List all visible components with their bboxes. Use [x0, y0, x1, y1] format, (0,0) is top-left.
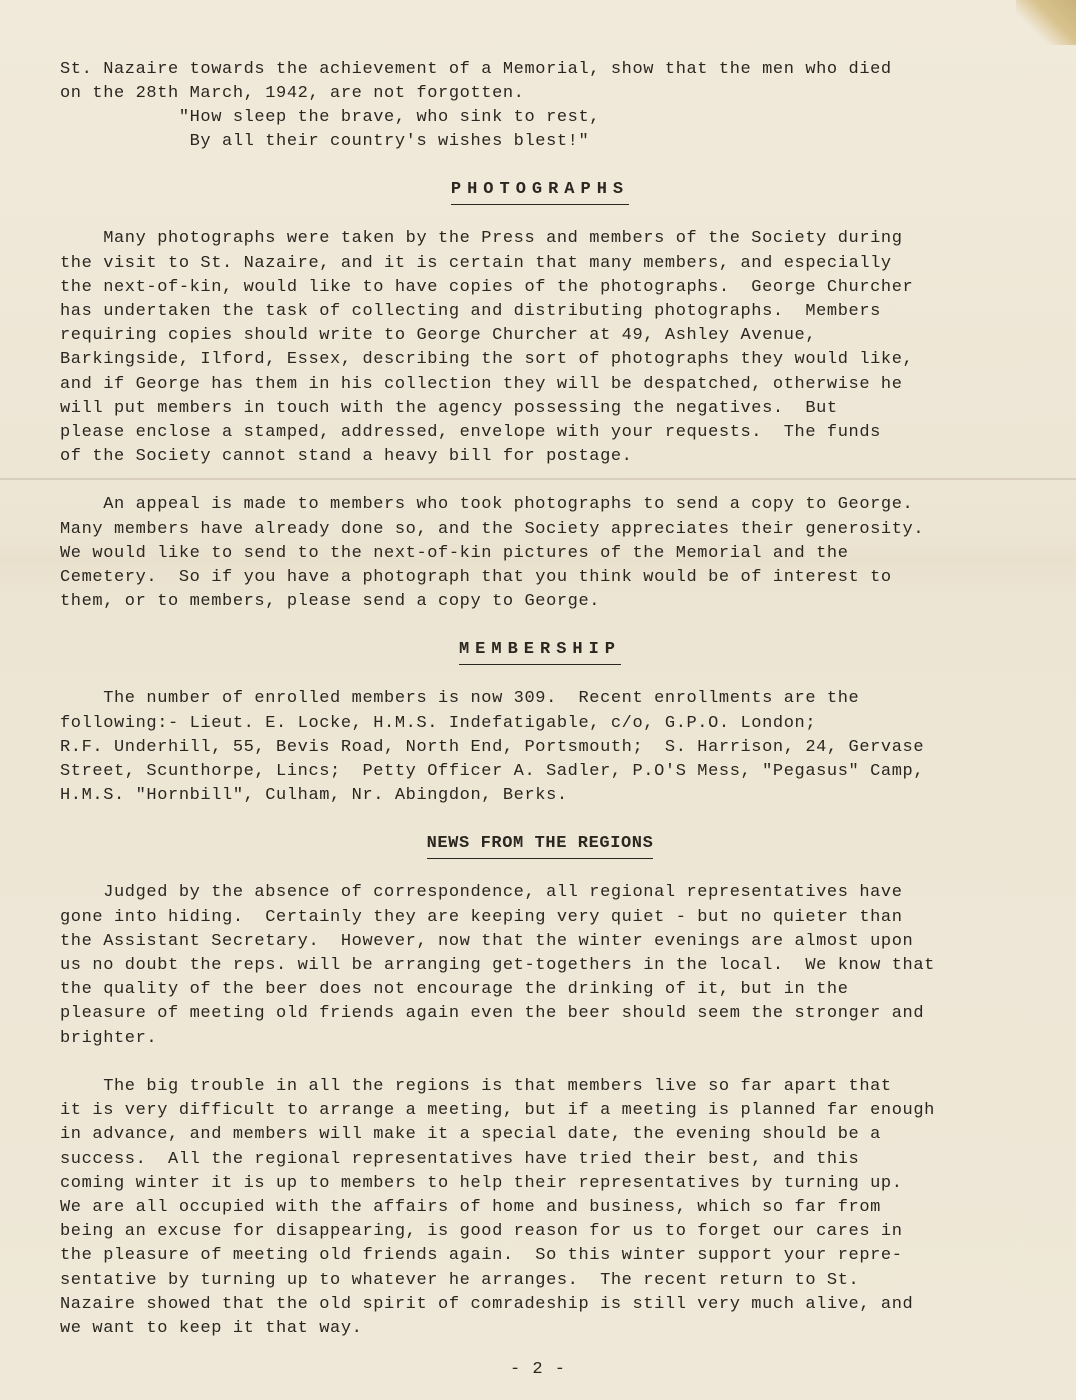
news-paragraph-1: Judged by the absence of correspondence, all regional representatives have gone into hiding. Certainly they are keeping very quiet - but no quieter than the Assistant Secretary. However, now that the winter evenings are almost upon us no doubt the reps. will be arranging get-togethers in the local. We know that the quality of the beer does not encourage the drinking of it, but in the pleasure of meeting old friends again even the beer should seem the stronger and brighter.: [60, 883, 935, 1048]
membership-heading: MEMBERSHIP: [60, 638, 1020, 665]
folded-corner: [1016, 0, 1076, 45]
news-paragraph-2: The big trouble in all the regions is that members live so far apart that it is very difficult to arrange a meeting, but if a meeting is planned far enough in advance, and members will make it a special date, the evening should be a success. All the regional representatives have tried their best, and this coming winter it is up to members to help their representatives by turning up. We are all occupied with the affairs of home and business, which so far from being an excuse for disappearing, is good reason for us to forget our cares in the pleasure of meeting old friends again. So this winter support your repre- sentative by turning up to whatever he arranges. The recent return to St. Nazaire showed that the old spirit of comradeship is still very much alive, and we want to keep it that way.: [60, 1076, 935, 1338]
photographs-heading: PHOTOGRAPHS: [60, 178, 1020, 205]
page-number: - 2 -: [509, 1360, 566, 1379]
membership-paragraph: The number of enrolled members is now 309. Recent enrollments are the following:- Lieut. E. Locke, H.M.S. Indefatigable, c/o, G.P.O. London; R.F. Underhill, 55, Bevis Road, North End, Portsmouth; S. Harrison, 24, Gervase Street, Scunthorpe, Lincs; Petty Officer A. Sadler, P.O'S Mess, "Pegasus" Camp, H.M.S. "Hornbill", Culham, Nr. Abingdon, Berks.: [60, 689, 925, 806]
photographs-paragraph-2: An appeal is made to members who took photographs to send a copy to George. Many members have already done so, and the Society appreciates their generosity. We would like to send to the next-of-kin pictures of the Memorial and the Cemetery. So if you have a photograph that you think would be of interest to them, or to members, please send a copy to George.: [60, 495, 925, 612]
intro-text: St. Nazaire towards the achievement of a Memorial, show that the men who died on the 28th March, 1942, are not forgotten.: [60, 60, 892, 104]
verse-quote: "How sleep the brave, who sink to rest, By all their country's wishes blest!": [178, 108, 601, 152]
news-heading: NEWS FROM THE REGIONS: [60, 832, 1020, 859]
photographs-paragraph-1: Many photographs were taken by the Press and members of the Society during the visit to St. Nazaire, and it is certain that many members, and especially the next-of-kin, would like to have copies of the photographs. George Churcher has undertaken the task of collecting and distributing photographs. Members requiring copies should write to George Churcher at 49, Ashley Avenue, Barkingside, Ilford, Essex, describing the sort of photographs they would like, and if George has them in his collection they will be despatched, otherwise he will put members in touch with the agency possessing the negatives. But please enclose a stamped, addressed, envelope with your requests. The funds of the Society cannot stand a heavy bill for postage.: [60, 229, 914, 467]
letter-body: [60, 58, 1020, 1341]
